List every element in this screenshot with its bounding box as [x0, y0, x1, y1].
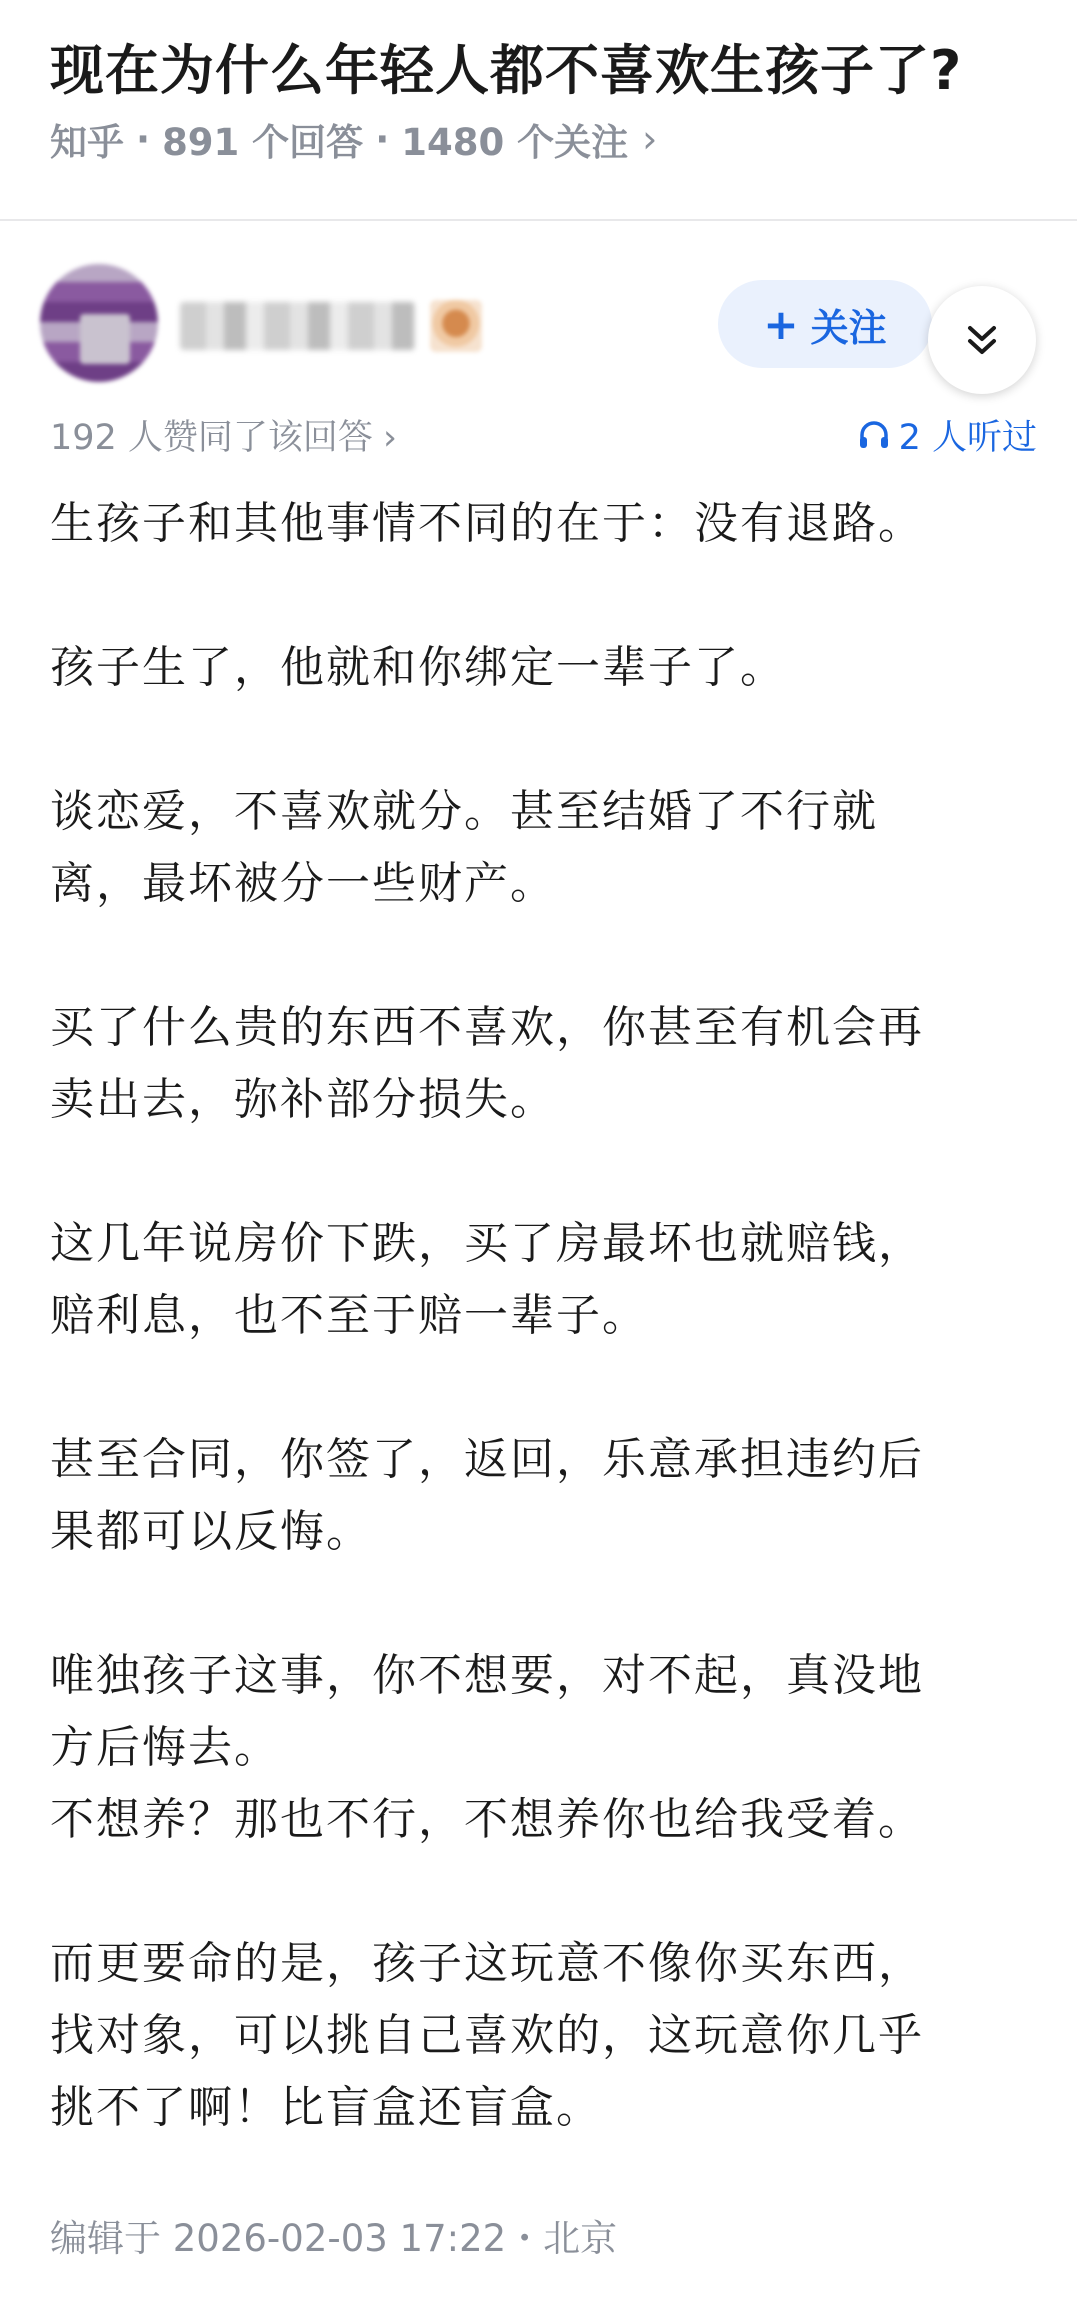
avatar[interactable]	[40, 264, 158, 382]
votes-summary[interactable]	[50, 410, 397, 460]
stats-row	[0, 410, 1077, 470]
paragraph-gap	[50, 1352, 1040, 1424]
source-label: 知乎	[50, 121, 124, 164]
answer-line: 谈恋爱，不喜欢就分。甚至结婚了不行就	[50, 786, 878, 837]
answer-content[interactable]	[50, 488, 1040, 2144]
header-divider	[0, 219, 1077, 221]
votes-text: 192 人赞同了该回答	[50, 418, 373, 458]
author-badge-icon	[430, 300, 482, 352]
paragraph-gap	[50, 1856, 1040, 1928]
listen-count[interactable]	[857, 410, 1037, 460]
answer-line: 方后悔去。	[50, 1722, 280, 1773]
answer-line: 孩子生了，他就和你绑定一辈子了。	[50, 642, 786, 693]
answer-line: 唯独孩子这事，你不想要，对不起，真没地	[50, 1650, 924, 1701]
answer-line: 而更要命的是，孩子这玩意不像你买东西，	[50, 1938, 924, 1989]
followers-count: 1480 个关注	[401, 121, 629, 164]
meta-separator: ·	[136, 117, 151, 161]
collapse-button[interactable]	[928, 286, 1036, 394]
answers-count: 891 个回答	[162, 121, 364, 164]
question-header	[0, 0, 1077, 218]
author-row	[0, 240, 1077, 410]
answer-line: 赔利息，也不至于赔一辈子。	[50, 1290, 648, 1341]
answer-line: 甚至合同，你签了，返回，乐意承担违约后	[50, 1434, 924, 1485]
headphones-icon	[857, 418, 891, 452]
answer-line: 离，最坏被分一些财产。	[50, 858, 556, 909]
answer-line: 买了什么贵的东西不喜欢，你甚至有机会再	[50, 1002, 924, 1053]
answer-line: 找对象，可以挑自己喜欢的，这玩意你几乎	[50, 2010, 924, 2061]
answer-line: 这几年说房价下跌，买了房最坏也就赔钱，	[50, 1218, 924, 1269]
answer-line: 果都可以反悔。	[50, 1506, 372, 1557]
edit-info: 编辑于 2026-02-03 17:22・北京	[50, 2217, 618, 2260]
meta-separator: ·	[375, 117, 390, 161]
author-name-blurred[interactable]	[180, 302, 415, 350]
follow-label: 关注	[810, 305, 887, 350]
paragraph-gap	[50, 1568, 1040, 1640]
chevron-right-icon: ›	[382, 418, 397, 458]
answer-line: 卖出去，弥补部分损失。	[50, 1074, 556, 1125]
paragraph-gap	[50, 1136, 1040, 1208]
double-chevron-down-icon	[962, 320, 1002, 360]
follow-button[interactable]	[718, 280, 932, 368]
question-meta[interactable]	[50, 112, 657, 166]
chevron-right-icon: ›	[642, 117, 658, 161]
listen-text: 2 人听过	[898, 418, 1037, 458]
paragraph-gap	[50, 704, 1040, 776]
paragraph-gap	[50, 920, 1040, 992]
plus-icon: +	[763, 299, 799, 349]
answer-line: 不想养？那也不行，不想养你也给我受着。	[50, 1794, 924, 1845]
answer-line: 生孩子和其他事情不同的在于：没有退路。	[50, 498, 924, 549]
question-title[interactable]: 现在为什么年轻人都不喜欢生孩子了?	[50, 39, 963, 102]
answer-line: 挑不了啊！比盲盒还盲盒。	[50, 2082, 602, 2133]
paragraph-gap	[50, 560, 1040, 632]
